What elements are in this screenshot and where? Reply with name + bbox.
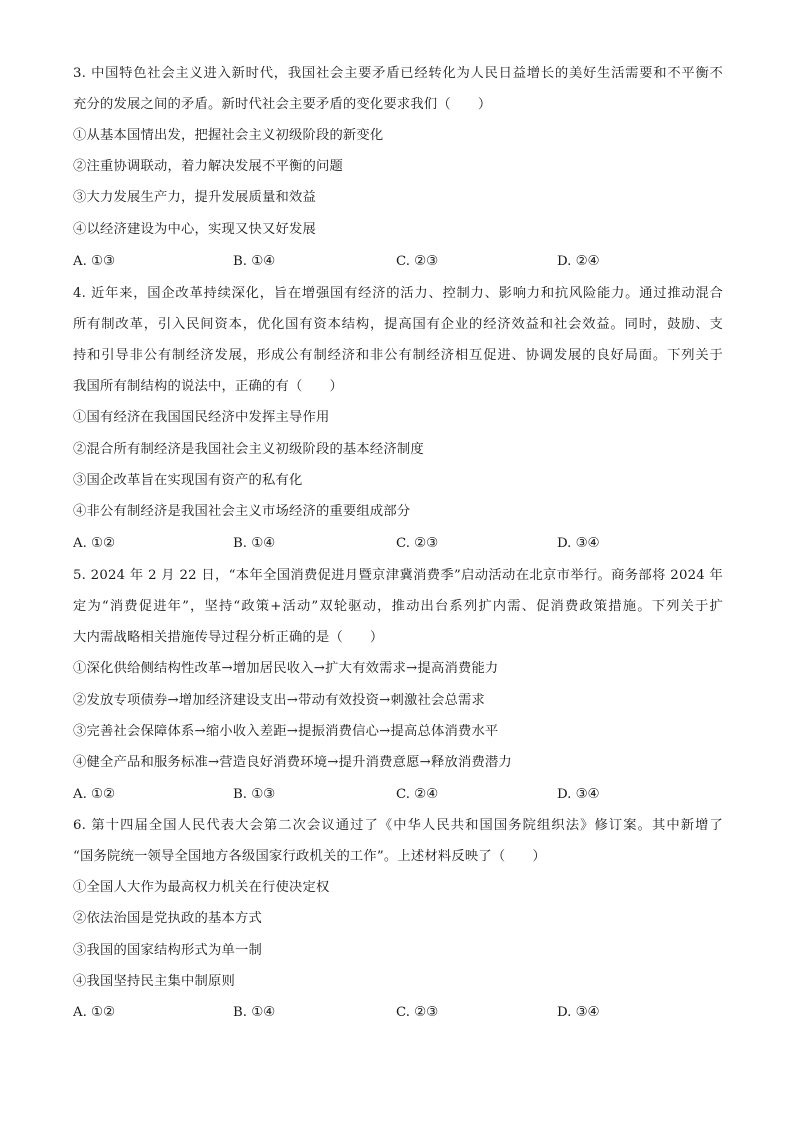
question-3-option-a: A. ①③ xyxy=(73,254,115,269)
question-3-option-b: B. ①④ xyxy=(233,254,276,269)
question-5-stem-line-3: 大内需战略相关措施传导过程分析正确的是（ ） xyxy=(73,630,384,645)
question-3-statement-4: ④以经济建设为中心，实现又快又好发展 xyxy=(73,222,316,237)
question-5-statement-3: ③完善社会保障体系→缩小收入差距→提振消费信心→提高总体消费水平 xyxy=(73,724,499,739)
question-3-option-c: C. ②③ xyxy=(396,254,438,269)
question-5-statement-2: ②发放专项债券→增加经济建设支出→带动有效投资→刺激社会总需求 xyxy=(73,693,485,708)
question-4-statement-2: ②混合所有制经济是我国社会主义初级阶段的基本经济制度 xyxy=(73,442,424,457)
question-6-statement-1: ①全国人大作为最高权力机关在行使决定权 xyxy=(73,880,330,895)
question-3-stem-line-2: 充分的发展之间的矛盾。新时代社会主要矛盾的变化要求我们（ ） xyxy=(73,97,492,112)
question-3-statement-1: ①从基本国情出发，把握社会主义初级阶段的新变化 xyxy=(73,128,384,143)
question-4-option-a: A. ①② xyxy=(73,536,115,551)
question-4-stem-line-2: 所有制改革，引入民间资本，优化国有资本结构，提高国有企业的经济效益和社会效益。同时，鼓励、支 xyxy=(73,317,723,332)
question-6-option-a: A. ①② xyxy=(73,1005,115,1020)
question-3-statement-2: ②注重协调联动，着力解决发展不平衡的问题 xyxy=(73,159,343,174)
question-5-stem-line-1: 5. 2024 年 2 月 22 日，“本年全国消费促进月暨京津冀消费季”启动活动在北京市举行。商务部将 2024 年 xyxy=(73,568,723,583)
question-6-statement-4: ④我国坚持民主集中制原则 xyxy=(73,974,235,989)
question-4-stem-line-3: 持和引导非公有制经济发展，形成公有制经济和非公有制经济相互促进、协调发展的良好局面。下列关于 xyxy=(73,348,723,363)
question-6-statement-2: ②依法治国是党执政的基本方式 xyxy=(73,911,262,926)
question-6-option-c: C. ②③ xyxy=(396,1005,438,1020)
question-3-statement-3: ③大力发展生产力，提升发展质量和效益 xyxy=(73,190,316,205)
question-4-statement-3: ③国企改革旨在实现国有资产的私有化 xyxy=(73,473,303,488)
question-3-stem-line-1: 3. 中国特色社会主义进入新时代，我国社会主要矛盾已经转化为人民日益增长的美好生活需要和不平衡不 xyxy=(73,66,723,81)
question-6-option-b: B. ①④ xyxy=(233,1005,276,1020)
question-3-option-d: D. ②④ xyxy=(557,254,600,269)
question-4-option-b: B. ①④ xyxy=(233,536,276,551)
question-4-option-d: D. ③④ xyxy=(557,536,600,551)
question-6-option-d: D. ③④ xyxy=(557,1005,600,1020)
question-6-stem-line-1: 6. 第十四届全国人民代表大会第二次会议通过了《中华人民共和国国务院组织法》修订案。其中新增了 xyxy=(73,818,723,833)
question-5-statement-1: ①深化供给侧结构性改革→增加居民收入→扩大有效需求→提高消费能力 xyxy=(73,661,499,676)
question-5-stem-line-2: 定为“消费促进年”，坚持“政策+活动”双轮驱动，推动出台系列扩内需、促消费政策措施。下列关于扩 xyxy=(73,599,723,614)
question-4-stem-line-4: 我国所有制结构的说法中，正确的有（ ） xyxy=(73,379,343,394)
question-4-statement-4: ④非公有制经济是我国社会主义市场经济的重要组成部分 xyxy=(73,504,411,519)
question-5-option-d: D. ③④ xyxy=(557,787,600,802)
question-5-option-b: B. ①③ xyxy=(233,787,276,802)
question-4-statement-1: ①国有经济在我国国民经济中发挥主导作用 xyxy=(73,410,330,425)
question-5-option-c: C. ②④ xyxy=(396,787,438,802)
question-5-statement-4: ④健全产品和服务标准→营造良好消费环境→提升消费意愿→释放消费潜力 xyxy=(73,755,512,770)
question-5-option-a: A. ①② xyxy=(73,787,115,802)
question-4-stem-line-1: 4. 近年来，国企改革持续深化，旨在增强国有经济的活力、控制力、影响力和抗风险能力。通过推动混合 xyxy=(73,286,723,301)
question-4-option-c: C. ②③ xyxy=(396,536,438,551)
question-6-statement-3: ③我国的国家结构形式为单一制 xyxy=(73,943,262,958)
question-6-stem-line-2: “国务院统一领导全国地方各级国家行政机关的工作”。上述材料反映了（ ） xyxy=(73,849,546,864)
